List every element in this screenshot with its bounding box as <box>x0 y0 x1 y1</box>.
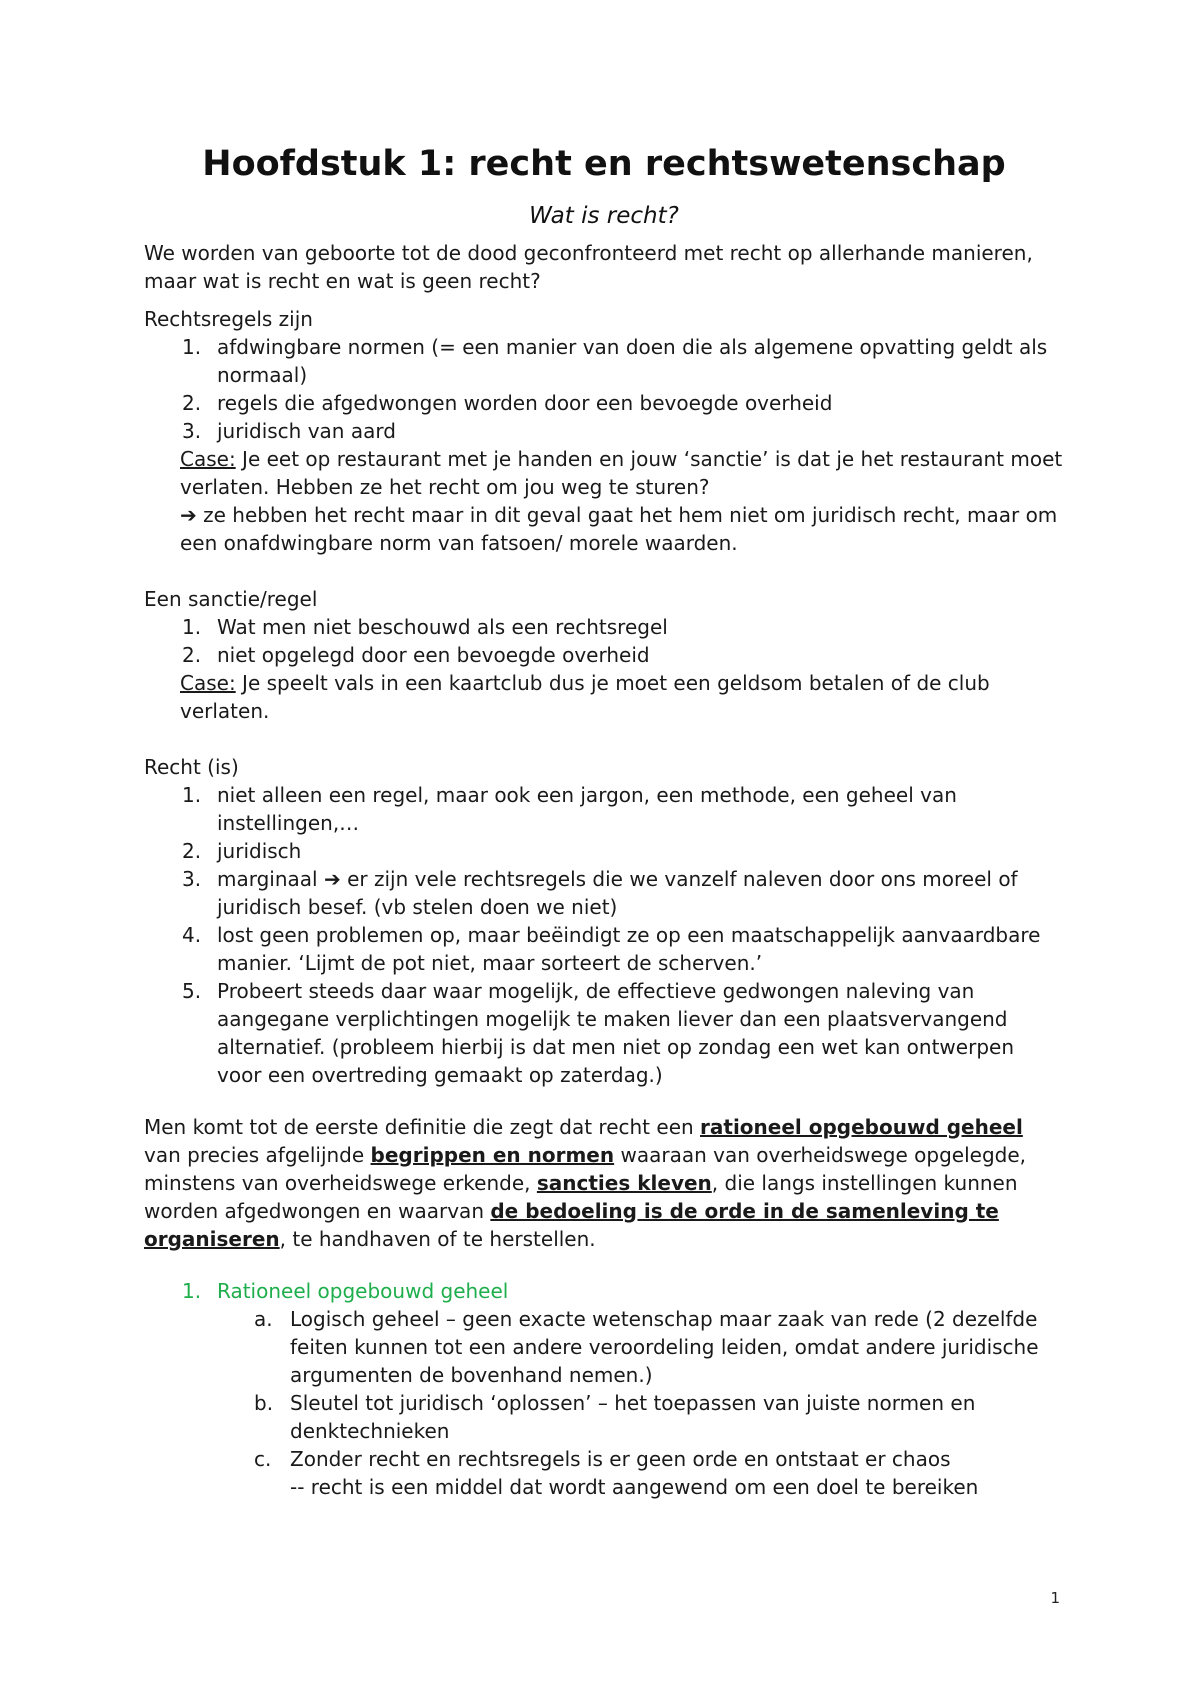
list-item: 5. Probeert steeds daar waar mogelijk, de effectieve gedwongen naleving van aangegane verplichtingen mogelijk te maken liever dan een plaatsvervangend alternatief. (probleem hierbij is dat men niet op zondag een wet kan ontwerpen voor een overtreding gemaakt op zaterdag.) <box>182 979 1014 1087</box>
arrow-right-icon: ➔ <box>180 503 197 527</box>
page-title: Hoofdstuk 1: recht en rechtswetenschap <box>202 144 1006 184</box>
key-term: de bedoeling is de orde in de samenleving te organiseren <box>144 1199 999 1251</box>
case-answer: ➔ ze hebben het recht maar in dit geval gaat het hem niet om juridisch recht, maar om een onafdwingbare norm van fatsoen/ morele waarden. <box>180 503 1058 555</box>
list-item: 1. Wat men niet beschouwd als een rechtsregel <box>182 615 668 639</box>
list-item: 2. regels die afgedwongen worden door een bevoegde overheid <box>182 391 833 415</box>
list-item: 4. lost geen problemen op, maar beëindigt ze op een maatschappelijk aanvaardbare manier. ‘Lijmt de pot niet, maar sorteert de scherven.’ <box>182 923 1041 975</box>
arrow-right-icon: ➔ <box>323 867 341 891</box>
list-item: 3. juridisch van aard <box>182 419 396 443</box>
case-paragraph: Case: Je speelt vals in een kaartclub dus je moet een geldsom betalen of de club verlaten. <box>180 671 990 723</box>
list-item: b. Sleutel tot juridisch ‘oplossen’ – het toepassen van juiste normen en denktechnieken <box>254 1391 976 1443</box>
key-term: sancties kleven <box>536 1171 712 1195</box>
page-number: 1 <box>1050 1589 1060 1607</box>
definition-paragraph: Men komt tot de eerste definitie die zegt dat recht een rationeel opgebouwd geheel van precies afgelijnde begrippen en normen waaraan van overheidswege opgelegde, minstens van overheidswege erkende, sancties kleven, die langs instellingen kunnen worden afgedwongen en waarvan de bedoeling is de orde in de samenleving te organiseren, te handhaven of te herstellen. <box>144 1115 1027 1251</box>
case-label: Case: <box>180 447 236 471</box>
list-item: 2. niet opgelegd door een bevoegde overheid <box>182 643 650 667</box>
section-heading-rechtsregels: Rechtsregels zijn <box>144 307 313 331</box>
list-item: 1. afdwingbare normen (= een manier van doen die als algemene opvatting geldt als normaal) <box>182 335 1048 387</box>
list-item: 3. marginaal ➔ er zijn vele rechtsregels die we vanzelf naleven door ons moreel of juridisch besef. (vb stelen doen we niet) <box>182 867 1018 919</box>
section-heading-recht: Recht (is) <box>144 755 239 779</box>
key-term: rationeel opgebouwd geheel <box>700 1115 1023 1139</box>
section-heading-rationeel: 1. Rationeel opgebouwd geheel <box>182 1279 509 1303</box>
section-heading-sanctie: Een sanctie/regel <box>144 587 318 611</box>
list-item: 1. niet alleen een regel, maar ook een jargon, een methode, een geheel van instellingen,… <box>182 783 957 835</box>
key-term: begrippen en normen <box>370 1143 615 1167</box>
page-subtitle: Wat is recht? <box>529 203 679 229</box>
list-item: a. Logisch geheel – geen exacte wetenschap maar zaak van rede (2 dezelfde feiten kunnen tot een andere veroordeling leiden, omdat andere juridische argumenten de bovenhand nemen.) <box>254 1307 1039 1387</box>
case-paragraph: Case: Je eet op restaurant met je handen en jouw ‘sanctie’ is dat je het restaurant moet verlaten. Hebben ze het recht om jou weg te sturen? <box>180 447 1063 499</box>
page-content <box>144 138 1064 1501</box>
list-item: c. Zonder recht en rechtsregels is er geen orde en ontstaat er chaos -- recht is een middel dat wordt aangewend om een doel te bereiken <box>254 1447 979 1499</box>
case-label: Case: <box>180 671 236 695</box>
intro-paragraph: We worden van geboorte tot de dood geconfronteerd met recht op allerhande manieren, maar wat is recht en wat is geen recht? <box>144 241 1033 293</box>
list-item: 2. juridisch <box>182 839 302 863</box>
